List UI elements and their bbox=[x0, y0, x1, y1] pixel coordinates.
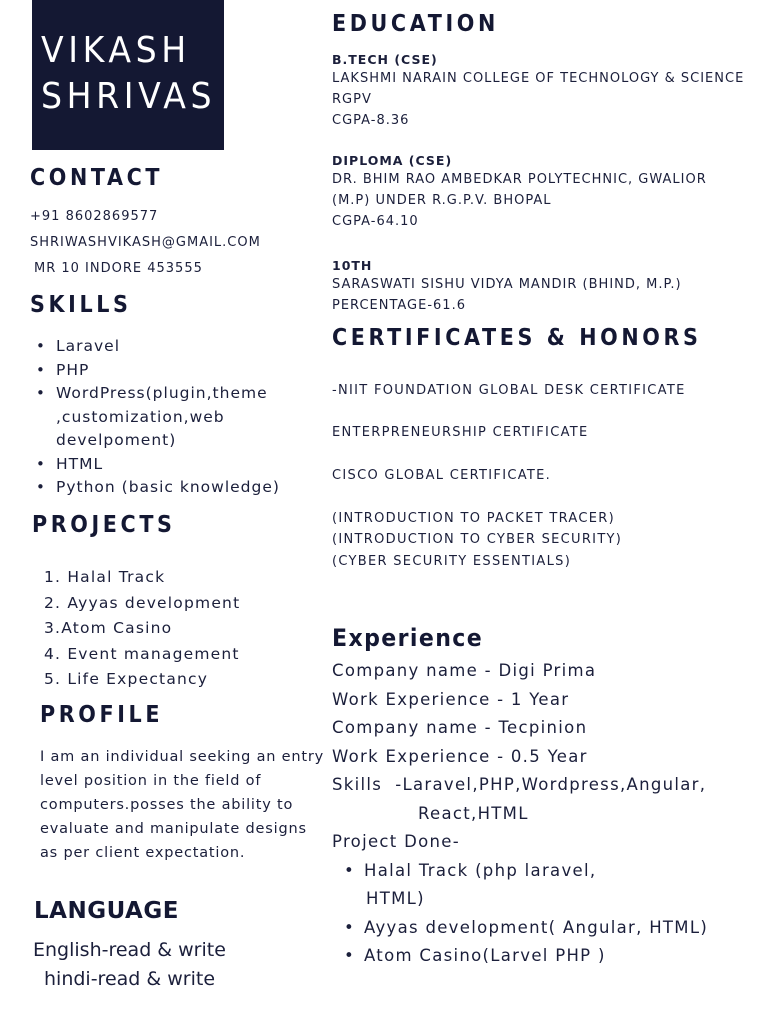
profile-heading: PROFILE bbox=[40, 702, 164, 728]
project-item: 3.Atom Casino bbox=[44, 619, 173, 637]
project-item: 2. Ayyas development bbox=[44, 593, 241, 612]
last-name: SHRIVAS bbox=[41, 76, 217, 117]
experience-line: Work Experience - 0.5 Year bbox=[332, 746, 588, 766]
skill-item-continued-text: develpoment) bbox=[56, 431, 177, 449]
education-line: CGPA-8.36 bbox=[332, 113, 410, 128]
contact-heading: CONTACT bbox=[30, 165, 164, 191]
education-line: DR. BHIM RAO AMBEDKAR POLYTECHNIC, GWALIOR bbox=[332, 172, 707, 187]
first-name: VIKASH bbox=[41, 30, 191, 71]
project-item: 1. Halal Track bbox=[44, 568, 166, 586]
skill-item-continued-text: ,customization,web bbox=[56, 407, 225, 426]
project-item: 5. Life Expectancy bbox=[44, 670, 209, 688]
skill-item-continued bbox=[30, 406, 320, 430]
education-heading: EDUCATION bbox=[332, 11, 499, 37]
contact-address: MR 10 INDORE 453555 bbox=[34, 261, 203, 276]
skills-list bbox=[30, 335, 320, 500]
certificates-heading: CERTIFICATES & HONORS bbox=[332, 325, 702, 351]
name-banner bbox=[32, 0, 224, 150]
project-item: 4. Event management bbox=[44, 644, 240, 663]
skill-item: • HTML bbox=[30, 453, 320, 477]
education-line: (M.P) UNDER R.G.P.V. BHOPAL bbox=[332, 193, 552, 208]
education-entry bbox=[332, 258, 682, 316]
education-line: SARASWATI SISHU VIDYA MANDIR (BHIND, M.P.) bbox=[332, 277, 682, 292]
education-line: CGPA-64.10 bbox=[332, 214, 419, 229]
language-heading: LANGUAGE bbox=[34, 898, 179, 924]
skill-item: • PHP bbox=[30, 359, 320, 383]
language-item: English-read & write bbox=[33, 939, 226, 961]
experience-project-item: • Halal Track (php laravel, bbox=[332, 857, 708, 886]
experience-project-item-continued-text: HTML) bbox=[366, 889, 425, 908]
skill-item: • Python (basic knowledge) bbox=[30, 476, 320, 500]
projects-heading: PROJECTS bbox=[32, 512, 176, 538]
certificate-item: (INTRODUCTION TO CYBER SECURITY) bbox=[332, 532, 623, 547]
education-entry bbox=[332, 153, 707, 232]
certificate-item: CISCO GLOBAL CERTIFICATE. bbox=[332, 468, 552, 483]
skill-item: • WordPress(plugin,theme bbox=[30, 382, 320, 406]
experience-line: Project Done- bbox=[332, 832, 460, 851]
experience-line: React,HTML bbox=[418, 803, 529, 823]
skill-item: • Laravel bbox=[30, 335, 320, 359]
experience-line: Company name - Digi Prima bbox=[332, 661, 597, 680]
profile-text: I am an individual seeking an entry level position in the field of computers.posses the ability to evaluate and manipulate designs as per client expectation. bbox=[40, 749, 325, 861]
contact-phone: +91 8602869577 bbox=[30, 209, 159, 224]
language-item: hindi-read & write bbox=[44, 968, 216, 990]
projects-list bbox=[44, 565, 240, 693]
education-entry bbox=[332, 52, 744, 131]
experience-projects bbox=[332, 857, 708, 971]
experience-project-item: • Ayyas development( Angular, HTML) bbox=[332, 914, 708, 943]
contact-email: SHRIWASHVIKASH@GMAIL.COM bbox=[30, 235, 261, 250]
experience-line: Company name - Tecpinion bbox=[332, 718, 588, 737]
certificate-item: -NIIT FOUNDATION GLOBAL DESK CERTIFICATE bbox=[332, 383, 686, 398]
experience-project-item: • Atom Casino(Larvel PHP ) bbox=[332, 942, 708, 971]
experience-line: Work Experience - 1 Year bbox=[332, 689, 570, 709]
education-line: PERCENTAGE-61.6 bbox=[332, 298, 466, 313]
education-line: RGPV bbox=[332, 92, 372, 107]
certificate-item: (INTRODUCTION TO PACKET TRACER) bbox=[332, 511, 615, 526]
experience-heading: Experience bbox=[332, 624, 484, 652]
education-title: 10TH bbox=[332, 258, 373, 273]
certificate-item: ENTERPRENEURSHIP CERTIFICATE bbox=[332, 425, 589, 440]
education-title: B.TECH (CSE) bbox=[332, 52, 438, 67]
certificate-item: (CYBER SECURITY ESSENTIALS) bbox=[332, 554, 572, 569]
education-line: LAKSHMI NARAIN COLLEGE OF TECHNOLOGY & SCIENCE bbox=[332, 71, 745, 86]
experience-block bbox=[332, 657, 708, 971]
education-title: DIPLOMA (CSE) bbox=[332, 153, 453, 168]
experience-line: Skills -Laravel,PHP,Wordpress,Angular, bbox=[332, 775, 707, 794]
skill-item-continued bbox=[30, 429, 320, 453]
skills-heading: SKILLS bbox=[30, 292, 132, 318]
experience-project-item-continued bbox=[332, 885, 708, 914]
